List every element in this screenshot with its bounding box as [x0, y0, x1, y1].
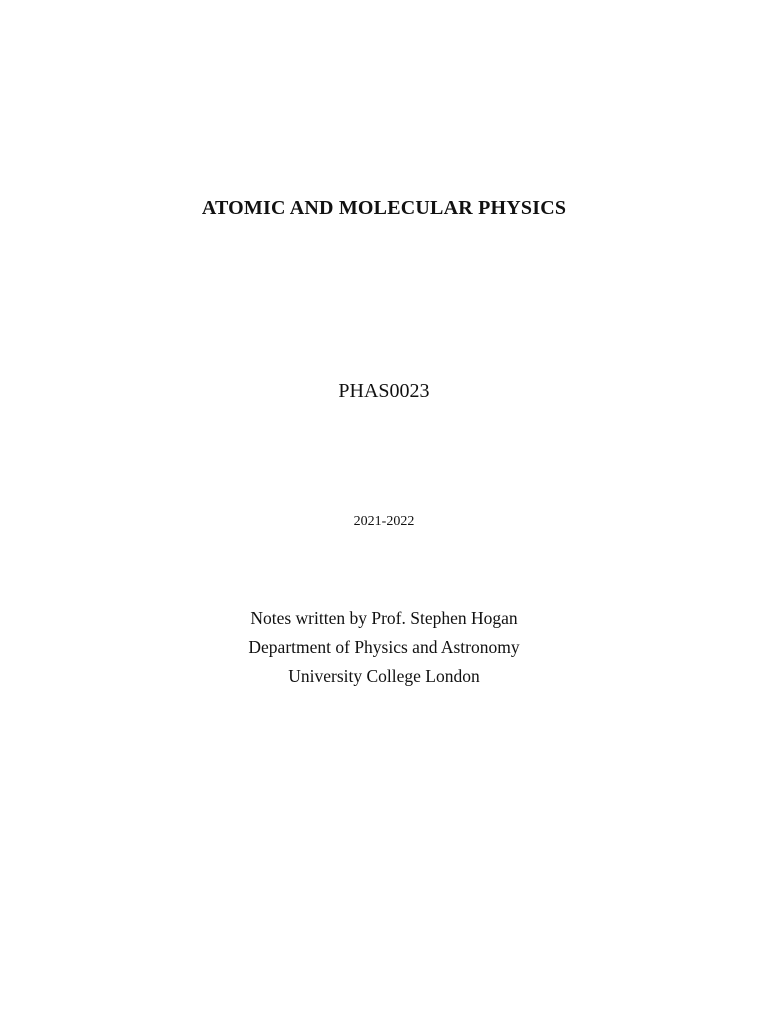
institution-line: University College London — [288, 666, 480, 686]
department-line: Department of Physics and Astronomy — [248, 637, 520, 657]
author-block — [0, 604, 768, 691]
document-title: ATOMIC AND MOLECULAR PHYSICS — [201, 197, 567, 219]
course-code: PHAS0023 — [338, 380, 430, 402]
academic-year: 2021-2022 — [353, 514, 415, 529]
author-line: Notes written by Prof. Stephen Hogan — [250, 608, 518, 628]
